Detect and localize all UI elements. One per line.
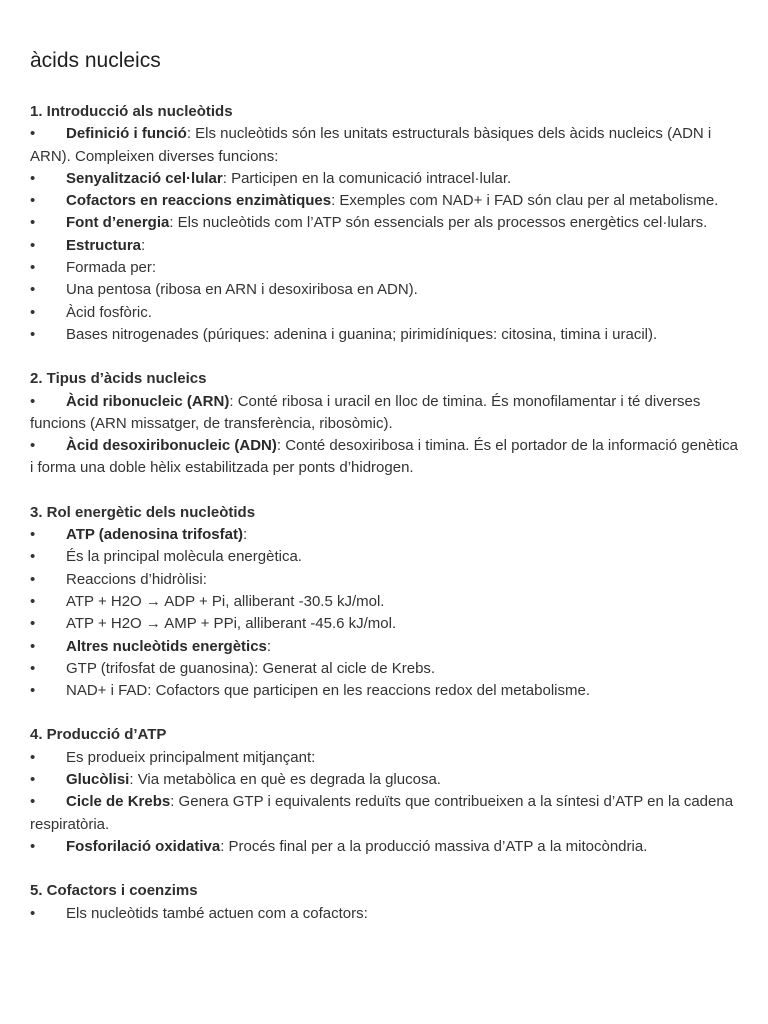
item-text: : Conté ribosa i uracil en lloc de timina. És monofilamentar i té diverses funcions (ARN missatger, de transferència, ribosòmic). [30,392,701,432]
bullet-icon: • [30,748,36,766]
bullet-icon: • [30,904,36,922]
item-text: : Exemples com NAD+ i FAD són clau per al metabolisme. [331,192,719,210]
list-item [30,524,738,546]
item-text: Els nucleòtids també actuen com a cofactors: [66,904,368,922]
list-item [30,680,738,702]
list-item [30,636,738,658]
item-term: Cicle de Krebs [66,793,171,811]
section-2 [30,368,738,479]
item-text: : Conté desoxiribosa i timina. És el portador de la informació genètica i forma una doble hèlix estabilitzada per ponts d’hidrogen. [30,437,738,477]
section-heading: 4. Producció d’ATP [30,726,167,744]
item-text: Àcid fosfòric. [66,303,152,321]
list-item [30,302,738,324]
item-text: Una pentosa (ribosa en ARN i desoxiribosa en ADN). [66,281,418,299]
bullet-icon: • [30,659,36,677]
item-text: : [141,236,146,254]
item-text: Bases nitrogenades (púriques: adenina i guanina; pirimidíniques: citosina, timina i uracil). [66,325,658,343]
list-item [30,324,738,346]
item-term: Senyalització cel·lular [66,169,223,187]
list-item [30,591,738,613]
item-term: Fosforilació oxidativa [66,837,221,855]
item-term: Estructura [66,236,142,254]
bullet-icon: • [30,392,36,410]
list-item [30,257,738,279]
list-item [30,836,738,858]
item-term: Àcid ribonucleic (ARN) [66,392,230,410]
item-term: Àcid desoxiribonucleic (ADN) [66,437,277,455]
item-text: : Els nucleòtids com l’ATP són essencials per als processos energètics cel·lulars. [169,214,708,232]
bullet-icon: • [30,325,36,343]
section-3 [30,502,738,703]
list-item [30,190,738,212]
item-text: NAD+ i FAD: Cofactors que participen en les reaccions redox del metabolisme. [66,682,590,700]
bullet-icon: • [30,771,36,789]
bullet-icon: • [30,214,36,232]
bullet-icon: • [30,259,36,277]
bullet-icon: • [30,192,36,210]
bullet-icon: • [30,281,36,299]
list-item [30,903,738,925]
section-heading: 3. Rol energètic dels nucleòtids [30,503,256,521]
bullet-icon: • [30,570,36,588]
bullet-icon: • [30,793,36,811]
bullet-icon: • [30,637,36,655]
item-text: : Participen en la comunicació intracel·lular. [222,169,512,187]
item-term: Cofactors en reaccions enzimàtiques [66,192,332,210]
list-item [30,235,738,257]
section-heading: 5. Cofactors i coenzims [30,882,198,900]
section-heading: 1. Introducció als nucleòtids [30,103,233,120]
item-text: : Procés final per a la producció massiva d’ATP a la mitocòndria. [220,837,648,855]
bullet-icon: • [30,837,36,855]
list-item [30,658,738,680]
section-1 [30,101,738,346]
bullet-icon: • [30,169,36,187]
list-item [30,212,738,234]
list-item [30,546,738,568]
list-item [30,613,738,635]
item-text: ATP + H2O → ADP + Pi, alliberant -30.5 kJ/mol. [66,592,385,610]
item-term: Glucòlisi [66,771,130,789]
list-item [30,569,738,591]
bullet-icon: • [30,592,36,610]
item-text: Es produeix principalment mitjançant: [66,748,316,766]
document-title: àcids nucleics [30,49,161,72]
list-item [30,435,738,480]
item-text: : Via metabòlica en què es degrada la glucosa. [129,771,441,789]
bullet-icon: • [30,548,36,566]
item-text: GTP (trifosfat de guanosina): Generat al cicle de Krebs. [66,659,436,677]
bullet-icon: • [30,236,36,254]
item-text: : Genera GTP i equivalents reduïts que contribueixen a la síntesi d’ATP en la cadena respiratòria. [30,793,734,833]
item-term: Font d’energia [66,214,170,232]
document-body [30,101,738,925]
item-text: : Els nucleòtids són les unitats estructurals bàsiques dels àcids nucleics (ADN i ARN). Compleixen diverses funcions: [30,125,712,165]
item-term: Altres nucleòtids energètics [66,637,267,655]
bullet-icon: • [30,526,36,544]
section-heading: 2. Tipus d’àcids nucleics [30,370,207,388]
item-text: : [266,637,272,655]
list-item [30,769,738,791]
list-item [30,123,738,168]
section-5 [30,880,738,925]
list-item [30,747,738,769]
list-item [30,279,738,301]
item-term: ATP (adenosina trifosfat) [66,526,243,544]
item-text: : [242,526,248,544]
item-text: És la principal molècula energètica. [66,548,302,566]
bullet-icon: • [30,303,36,321]
bullet-icon: • [30,125,36,143]
list-item [30,391,738,436]
list-item [30,168,738,190]
item-text: ATP + H2O → AMP + PPi, alliberant -45.6 kJ/mol. [66,615,397,633]
bullet-icon: • [30,615,36,633]
item-term: Definició i funció [66,125,187,143]
bullet-icon: • [30,682,36,700]
section-4 [30,724,738,858]
list-item [30,791,738,836]
item-text: Reaccions d’hidròlisi: [66,570,207,588]
item-text: Formada per: [66,259,157,277]
bullet-icon: • [30,437,36,455]
